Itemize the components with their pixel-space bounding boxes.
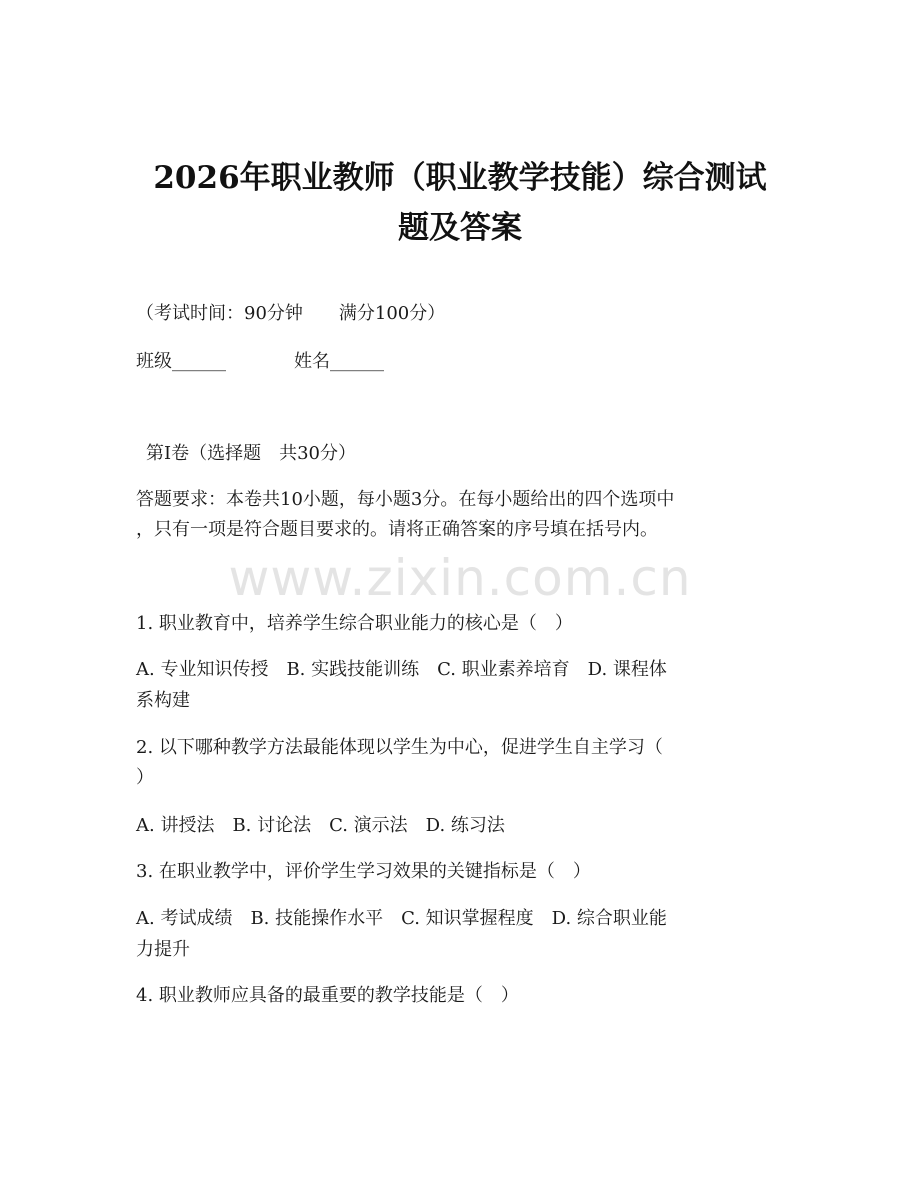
question-1-stem: 1. 职业教育中，培养学生综合职业能力的核心是（ ） xyxy=(136,613,573,634)
document-title-line1: 2026年职业教师（职业教学技能）综合测试 xyxy=(153,160,767,196)
document-title-line2: 题及答案 xyxy=(398,210,522,246)
question-2-stem-line1: 2. 以下哪种教学方法最能体现以学生为中心，促进学生自主学习（ xyxy=(136,737,663,758)
question-4-stem: 4. 职业教师应具备的最重要的教学技能是（ ） xyxy=(136,985,519,1006)
section-title: 第Ⅰ卷（选择题 共30分） xyxy=(146,443,357,464)
instructions-line2: ，只有一项是符合题目要求的。请将正确答案的序号填在括号内。 xyxy=(136,519,658,540)
question-3-options-line1: A. 考试成绩 B. 技能操作水平 C. 知识掌握程度 D. 综合职业能 xyxy=(136,908,667,929)
question-1-options-line1: A. 专业知识传授 B. 实践技能训练 C. 职业素养培育 D. 课程体 xyxy=(136,659,667,680)
exam-info: （考试时间：90分钟 满分100分） xyxy=(136,303,446,324)
question-1-options-line2: 系构建 xyxy=(136,690,190,711)
instructions-line1: 答题要求：本卷共10小题，每小题3分。在每小题给出的四个选项中 xyxy=(136,489,675,510)
question-2-stem-line2: ） xyxy=(136,767,154,788)
watermark: www.zixin.com.cn xyxy=(228,549,692,607)
class-field: 班级______ xyxy=(136,351,226,372)
question-3-stem: 3. 在职业教学中，评价学生学习效果的关键指标是（ ） xyxy=(136,861,591,882)
question-3-options-line2: 力提升 xyxy=(136,939,190,960)
name-field: 姓名______ xyxy=(294,351,384,372)
question-2-options: A. 讲授法 B. 讨论法 C. 演示法 D. 练习法 xyxy=(136,815,505,836)
